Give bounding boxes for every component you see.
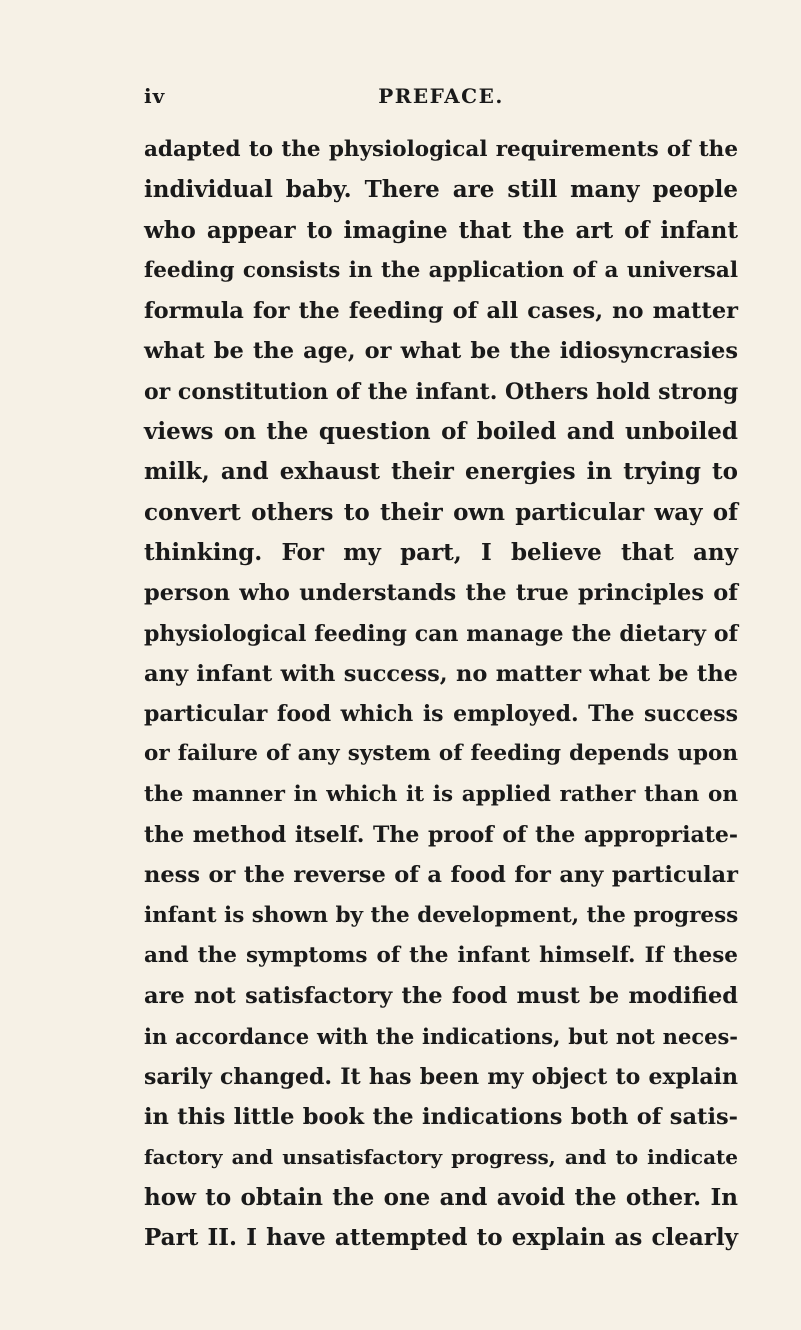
page-number: iv — [144, 84, 166, 108]
text-line: what be the age, or what be the idiosyncrasies — [144, 338, 738, 365]
text-line: the manner in which it is applied rather than on — [144, 781, 738, 807]
text-line: adapted to the physiological requirements of the — [144, 137, 738, 162]
text-line: any infant with success, no matter what be the — [144, 660, 738, 687]
body-text — [144, 130, 738, 1258]
text-line: views on the question of boiled and unboiled — [144, 418, 738, 446]
text-line: in accordance with the indications, but not neces- — [144, 1023, 738, 1049]
text-line: in this little book the indications both of satis- — [144, 1104, 738, 1131]
text-line: Part II. I have attempted to explain as clearly — [144, 1224, 738, 1252]
text-line: feeding consists in the application of a universal — [144, 257, 738, 283]
text-line: particular food which is employed. The success — [144, 701, 738, 728]
running-title: PREFACE. — [378, 84, 504, 108]
text-line: ness or the reverse of a food for any particular — [144, 862, 738, 889]
text-line: factory and unsatisfactory progress, and to indicate — [144, 1145, 738, 1170]
text-line: thinking. For my part, I believe that any — [144, 538, 738, 566]
text-line: infant is shown by the development, the progress — [144, 902, 739, 928]
text-line: who appear to imagine that the art of infant — [144, 216, 738, 244]
text-line: individual baby. There are still many people — [144, 176, 738, 204]
text-line: or failure of any system of feeding depends upon — [144, 741, 738, 767]
text-line: are not satisfactory the food must be modified — [144, 983, 738, 1010]
text-line: person who understands the true principles of — [144, 580, 738, 607]
text-line: sarily changed. It has been my object to explain — [144, 1063, 738, 1090]
text-line: milk, and exhaust their energies in trying to — [144, 458, 738, 486]
text-line: formula for the feeding of all cases, no matter — [144, 298, 738, 325]
text-line: the method itself. The proof of the appropriate- — [144, 822, 738, 849]
text-line: or constitution of the infant. Others hold strong — [144, 378, 739, 405]
running-head — [144, 84, 738, 114]
text-line: physiological feeding can manage the dietary of — [144, 620, 738, 647]
text-line: and the symptoms of the infant himself. If these — [144, 942, 738, 968]
text-line: convert others to their own particular way of — [144, 498, 738, 526]
text-line: how to obtain the one and avoid the other. In — [144, 1183, 738, 1211]
